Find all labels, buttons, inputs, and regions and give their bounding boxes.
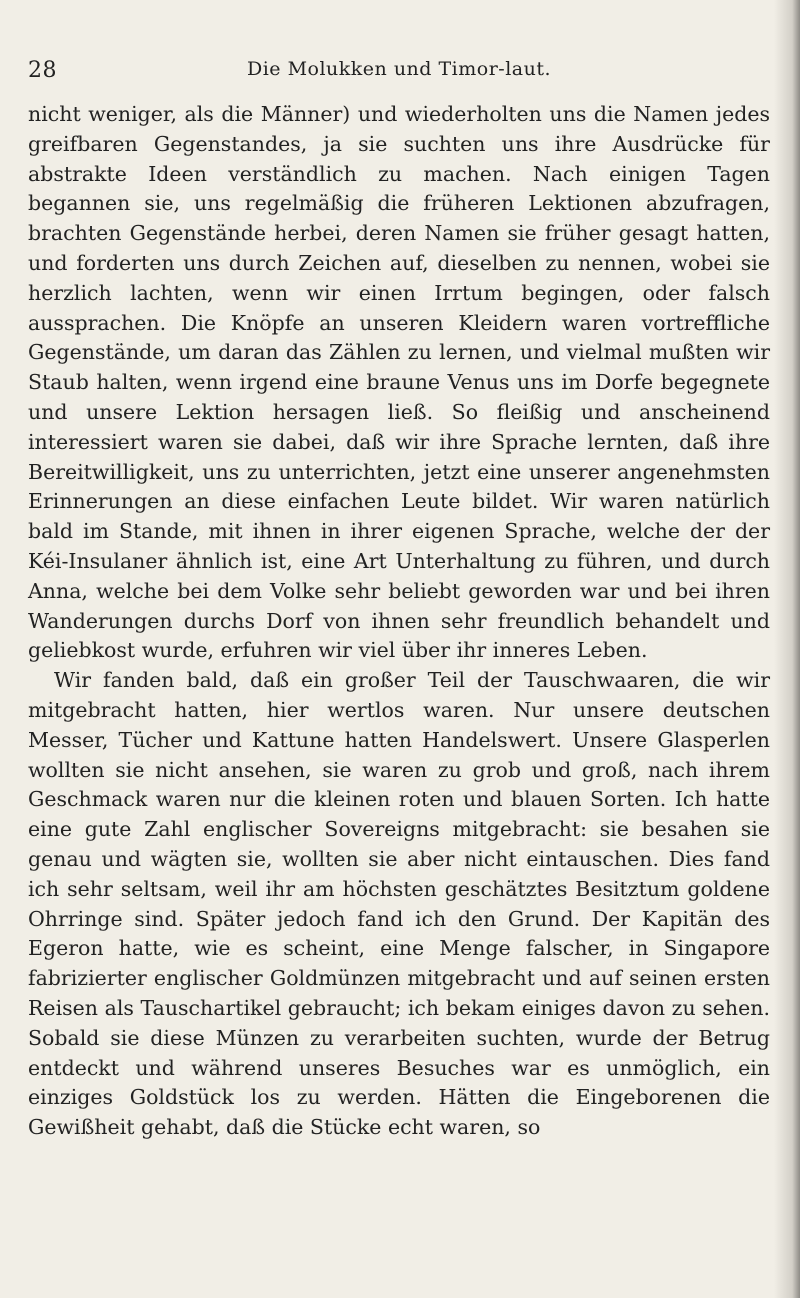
body-text (28, 100, 770, 1143)
page-edge-shadow (774, 0, 800, 1298)
page-number: 28 (28, 58, 57, 83)
running-head: Die Molukken und Timor-laut. (246, 58, 552, 80)
paragraph-1: nicht weniger, als die Männer) und wiederholten uns die Namen jedes greifbaren Gegenstandes, ja sie suchten uns ihre Ausdrücke für abstrakte Ideen verständlich zu machen. Nach einigen Tagen begannen sie, uns regelmäßig die früheren Lektionen abzufragen, brachten Gegenstände herbei, deren Namen sie früher gesagt hatten, und forderten uns durch Zeichen auf, dieselben zu nennen, wobei sie herzlich lachten, wenn wir einen Irrtum begingen, oder falsch aussprachen. Die Knöpfe an unseren Kleidern waren vortreffliche Gegenstände, um daran das Zählen zu lernen, und vielmal mußten wir Staub halten, wenn irgend eine braune Venus uns im Dorfe begegnete und unsere Lektion hersagen ließ. So fleißig und anscheinend interessiert waren sie dabei, daß wir ihre Sprache lernten, daß ihre Bereitwilligkeit, uns zu unterrichten, jetzt eine unserer angenehmsten Erinnerungen an diese einfachen Leute bildet. Wir waren natürlich bald im Stande, mit ihnen in ihrer eigenen Sprache, welche der der Kéi-Insulaner ähnlich ist, eine Art Unterhaltung zu führen, und durch Anna, welche bei dem Volke sehr beliebt geworden war und bei ihren Wanderungen durchs Dorf von ihnen sehr freundlich behandelt und geliebkost wurde, erfuhren wir viel über ihr inneres Leben. (28, 102, 770, 663)
paragraph-2: Wir fanden bald, daß ein großer Teil der Tauschwaaren, die wir mitgebracht hatten, hier wertlos waren. Nur unsere deutschen Messer, Tücher und Kattune hatten Handelswert. Unsere Glasperlen wollten sie nicht ansehen, sie waren zu grob und groß, nach ihrem Geschmack waren nur die kleinen roten und blauen Sorten. Ich hatte eine gute Zahl englischer Sovereigns mitgebracht: sie besahen sie genau und wägten sie, wollten sie aber nicht eintauschen. Dies fand ich sehr seltsam, weil ihr am höchsten geschätztes Besitztum goldene Ohrringe sind. Später jedoch fand ich den Grund. Der Kapitän des Egeron hatte, wie es scheint, eine Menge falscher, in Singapore fabrizierter englischer Goldmünzen mitgebracht und auf seinen ersten Reisen als Tauschartikel gebraucht; ich bekam einiges davon zu sehen. Sobald sie diese Münzen zu verarbeiten suchten, wurde der Betrug entdeckt und während unseres Besuches war es unmöglich, ein einziges Goldstück los zu werden. Hätten die Eingeborenen die Gewißheit gehabt, daß die Stücke echt waren, so (28, 668, 770, 1140)
page-header (28, 48, 770, 88)
